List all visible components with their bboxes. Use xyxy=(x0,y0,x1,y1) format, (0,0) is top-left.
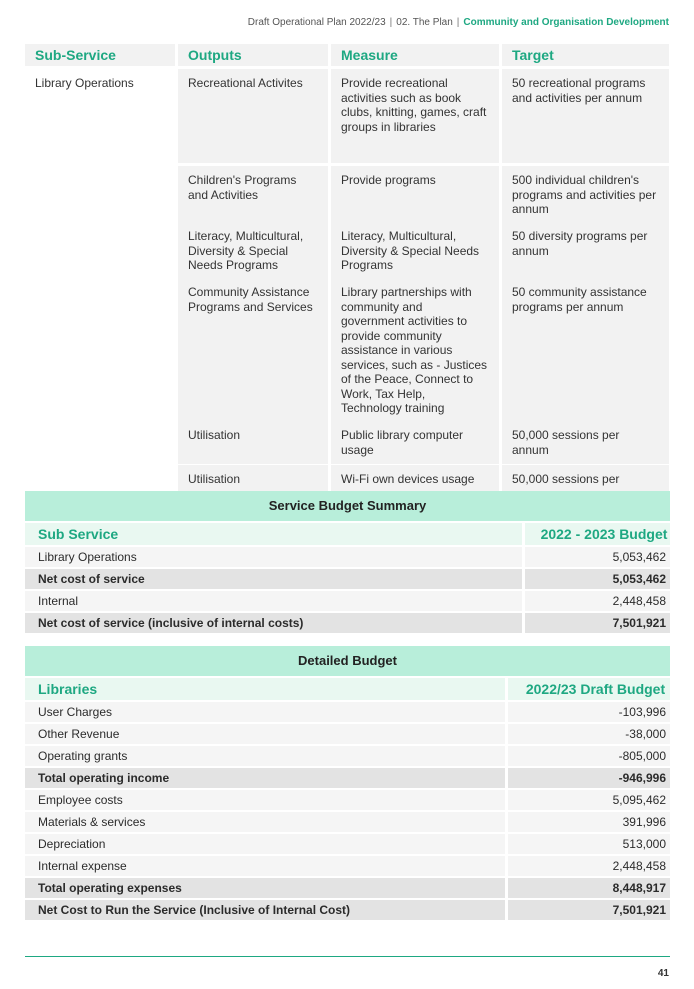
row-value: -103,996 xyxy=(508,702,670,722)
plan-table xyxy=(25,44,670,506)
row-label: Library Operations xyxy=(25,547,522,567)
table-row xyxy=(25,613,670,633)
column-header-libraries: Libraries xyxy=(25,678,505,700)
row-label: Total operating expenses xyxy=(25,878,505,898)
row-value: 5,095,462 xyxy=(508,790,670,810)
chapter-label: 02. The Plan xyxy=(396,17,453,28)
measure-cell: Literacy, Multicultural, Diversity & Special Needs Programs xyxy=(331,222,499,280)
target-cell: 50 diversity programs per annum xyxy=(502,222,669,280)
measure-cell: Provide recreational activities such as book clubs, knitting, games, craft groups in libraries xyxy=(331,69,499,163)
row-label: Operating grants xyxy=(25,746,505,766)
target-cell: 50,000 sessions per xyxy=(502,465,669,508)
column-header-sub-service: Sub-Service xyxy=(25,44,175,66)
section-title: Community and Organisation Development xyxy=(463,17,669,28)
row-value: 5,053,462 xyxy=(525,569,670,589)
sub-service-cell xyxy=(25,421,175,464)
row-value: -946,996 xyxy=(508,768,670,788)
measure-cell: Provide programs xyxy=(331,166,499,224)
column-header-target: Target xyxy=(502,44,669,66)
row-value: 2,448,458 xyxy=(508,856,670,876)
table-row xyxy=(25,278,670,418)
row-value: 7,501,921 xyxy=(525,613,670,633)
row-value: -38,000 xyxy=(508,724,670,744)
measure-cell: Public library computer usage xyxy=(331,421,499,464)
measure-cell: Library partnerships with community and government activities to provide community assistance in various services, such as - Justices of the Peace, Connect to Work, Tax Help, Technology training xyxy=(331,278,499,423)
row-value: 8,448,917 xyxy=(508,878,670,898)
table-row xyxy=(25,69,670,163)
row-label: User Charges xyxy=(25,702,505,722)
column-header-draft-budget: 2022/23 Draft Budget xyxy=(508,678,670,700)
table-row xyxy=(25,702,670,722)
detailed-budget-header xyxy=(25,678,670,700)
table-row xyxy=(25,768,670,788)
target-cell: 50 community assistance programs per annum xyxy=(502,278,669,423)
row-value: -805,000 xyxy=(508,746,670,766)
table-row xyxy=(25,878,670,898)
sub-service-cell xyxy=(25,278,175,423)
table-row xyxy=(25,222,670,275)
output-cell: Utilisation xyxy=(178,421,328,464)
row-value: 513,000 xyxy=(508,834,670,854)
row-label: Net cost of service xyxy=(25,569,522,589)
row-value: 391,996 xyxy=(508,812,670,832)
target-cell: 500 individual children's programs and activities per annum xyxy=(502,166,669,224)
table-row xyxy=(25,547,670,567)
target-cell: 50,000 sessions per annum xyxy=(502,421,669,464)
table-row xyxy=(25,591,670,611)
table-row xyxy=(25,900,670,920)
row-label: Depreciation xyxy=(25,834,505,854)
measure-cell: Wi-Fi own devices usage xyxy=(331,465,499,508)
row-label: Other Revenue xyxy=(25,724,505,744)
output-cell: Recreational Activites xyxy=(178,69,328,163)
row-label: Materials & services xyxy=(25,812,505,832)
row-value: 5,053,462 xyxy=(525,547,670,567)
table-row xyxy=(25,856,670,876)
row-label: Total operating income xyxy=(25,768,505,788)
row-label: Net Cost to Run the Service (Inclusive of Internal Cost) xyxy=(25,900,505,920)
service-budget-title: Service Budget Summary xyxy=(25,491,670,521)
column-header-sub-service: Sub Service xyxy=(25,523,522,545)
sub-service-cell xyxy=(25,166,175,224)
row-label: Internal expense xyxy=(25,856,505,876)
detailed-budget xyxy=(25,646,670,920)
row-label: Employee costs xyxy=(25,790,505,810)
output-cell: Children's Programs and Activities xyxy=(178,166,328,224)
plan-table-header xyxy=(25,44,670,66)
table-row xyxy=(25,834,670,854)
service-budget-summary xyxy=(25,491,670,633)
column-header-outputs: Outputs xyxy=(178,44,328,66)
column-header-budget: 2022 - 2023 Budget xyxy=(525,523,670,545)
table-row xyxy=(25,724,670,744)
table-row xyxy=(25,569,670,589)
table-row xyxy=(25,421,670,462)
document-title: Draft Operational Plan 2022/23 xyxy=(247,17,386,28)
page-number: 41 xyxy=(657,968,669,979)
sub-service-cell: Library Operations xyxy=(35,76,134,90)
table-row xyxy=(25,812,670,832)
service-budget-header xyxy=(25,523,670,545)
row-label: Net cost of service (inclusive of internal costs) xyxy=(25,613,522,633)
target-cell: 50 recreational programs and activities per annum xyxy=(502,69,669,163)
row-value: 7,501,921 xyxy=(508,900,670,920)
row-value: 2,448,458 xyxy=(525,591,670,611)
output-cell: Utilisation xyxy=(178,465,328,508)
row-label: Internal xyxy=(25,591,522,611)
running-header: Draft Operational Plan 2022/23 | 02. The Plan | Community and Organisation Development xyxy=(247,17,669,28)
detailed-budget-title: Detailed Budget xyxy=(25,646,670,676)
table-row xyxy=(25,166,670,219)
column-header-measure: Measure xyxy=(331,44,499,66)
output-cell: Community Assistance Programs and Services xyxy=(178,278,328,423)
table-row xyxy=(25,746,670,766)
output-cell: Literacy, Multicultural, Diversity & Special Needs Programs xyxy=(178,222,328,280)
sub-service-cell xyxy=(25,222,175,280)
table-row xyxy=(25,790,670,810)
footer-divider xyxy=(25,956,670,957)
